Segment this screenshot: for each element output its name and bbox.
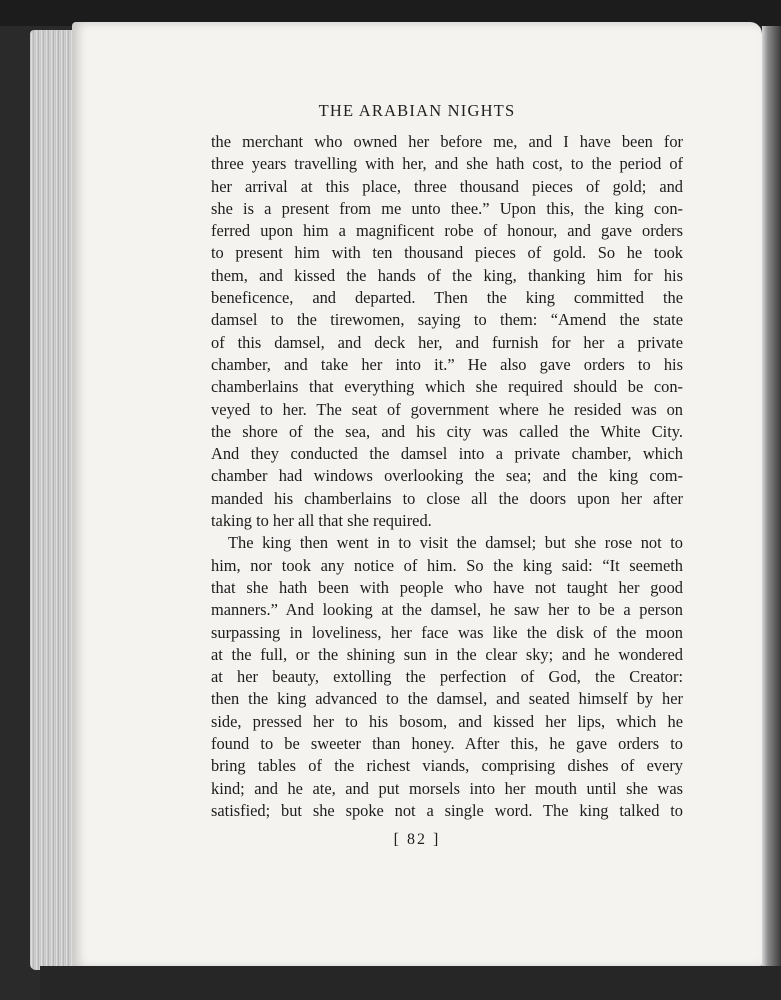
text-line: surpassing in loveliness, her face was like the disk of the moon (211, 622, 683, 642)
text-line: three years travelling with her, and she hath cost, to the period of (211, 154, 683, 174)
body-text (211, 131, 683, 822)
text-line: And they conducted the damsel into a private chamber, which (211, 444, 683, 464)
text-line: beneficence, and departed. Then the king committed the (211, 288, 683, 308)
text-line: she is a present from me unto thee.” Upon this, the king con- (211, 198, 683, 218)
text-line: chamber, and take her into it.” He also gave orders to his (211, 354, 683, 374)
text-line: them, and kissed the hands of the king, thanking him for his (211, 265, 683, 285)
paragraph-2 (211, 532, 683, 822)
text-line: her arrival at this place, three thousand pieces of gold; and (211, 176, 683, 196)
text-line: side, pressed her to his bosom, and kissed her lips, which he (211, 711, 683, 731)
text-line: damsel to the tirewomen, saying to them: “Amend the state (211, 310, 683, 330)
text-line: the merchant who owned her before me, and I have been for (211, 132, 683, 151)
text-line: chamber had windows overlooking the sea; and the king com- (211, 466, 683, 486)
running-head: THE ARABIAN NIGHTS (318, 101, 516, 120)
scan-background-bottom (40, 966, 781, 1000)
text-line: of this damsel, and deck her, and furnish for her a private (211, 332, 683, 352)
text-line: bring tables of the richest viands, comprising dishes of every (211, 756, 683, 776)
text-line: to present him with ten thousand pieces of gold. So he took (211, 243, 683, 263)
text-line: found to be sweeter than honey. After this, he gave orders to (211, 734, 683, 754)
text-line: veyed to her. The seat of government where he resided was on (211, 399, 683, 419)
text-line: manded his chamberlains to close all the doors upon her after (211, 488, 683, 508)
text-line: The king then went in to visit the damsel; but she rose not to (228, 533, 683, 553)
text-line: the shore of the sea, and his city was called the White City. (211, 421, 683, 441)
text-line: taking to her all that she required. (211, 511, 432, 531)
text-line: kind; and he ate, and put morsels into her mouth until she was (211, 778, 683, 798)
text-line: him, nor took any notice of him. So the king said: “It seemeth (211, 555, 683, 575)
text-line: at the full, or the shining sun in the clear sky; and he wondered (211, 644, 683, 664)
text-line: manners.” And looking at the damsel, he saw her to be a person (211, 600, 683, 620)
text-line: at her beauty, extolling the perfection of God, the Creator: (211, 667, 683, 687)
page-number: [ 82 ] (393, 831, 441, 848)
paragraph-1 (211, 131, 683, 532)
text-line: ferred upon him a magnificent robe of honour, and gave orders (211, 221, 683, 241)
text-line: chamberlains that everything which she required should be con- (211, 377, 683, 397)
text-line: then the king advanced to the damsel, and seated himself by her (211, 689, 683, 709)
text-line: that she hath been with people who have not taught her good (211, 577, 683, 597)
page-right-edge (762, 26, 781, 1000)
text-line: satisfied; but she spoke not a single word. The king talked to (211, 800, 683, 820)
